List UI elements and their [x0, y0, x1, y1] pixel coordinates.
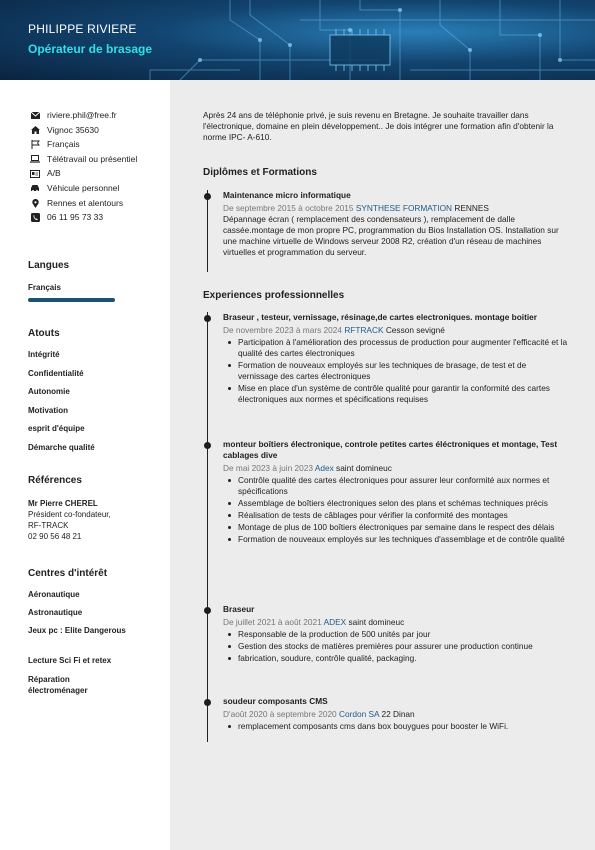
atout-item: esprit d'équipe	[28, 424, 85, 433]
reference-role: Président co-fondateur,	[28, 510, 111, 519]
contact-email[interactable]	[30, 110, 170, 121]
timeline-dot	[204, 607, 211, 614]
contact-license	[30, 168, 170, 179]
interest-item: Jeux pc : Elite Dangerous	[28, 626, 126, 635]
entry-organization: SYNTHESE FORMATION	[355, 203, 453, 213]
contact-phone[interactable]	[30, 212, 170, 223]
experience-entry	[223, 604, 568, 665]
entry-dates: De novembre 2023 à mars 2024	[223, 325, 342, 335]
contact-location	[30, 198, 170, 209]
contact-text: Vignoc 35630	[47, 124, 99, 135]
contact-nationality	[30, 139, 170, 150]
envelope-icon	[30, 110, 40, 121]
entry-bullet-list	[223, 721, 568, 732]
reference-phone: 02 90 56 48 21	[28, 532, 82, 541]
education-entry	[223, 190, 568, 258]
entry-location: Cesson sevigné	[385, 325, 445, 335]
atout-item: Autonomie	[28, 387, 70, 396]
entry-dates: De juillet 2021 à août 2021	[223, 617, 322, 627]
contact-work-mode	[30, 154, 170, 165]
bullet-item: Formation de nouveaux employés sur les techniques de brasage, de test et de vernissage des cartes électroniques	[223, 360, 568, 382]
entry-organization: RFTRACK	[344, 325, 384, 335]
experience-entry	[223, 312, 568, 406]
location-pin-icon	[30, 198, 40, 209]
contact-text: Télétravail ou présentiel	[47, 153, 138, 164]
interest-item: Aéronautique	[28, 590, 80, 599]
languages-title: Langues	[28, 260, 70, 271]
experience-title: Experiences professionnelles	[203, 290, 345, 301]
entry-location: RENNES	[454, 203, 489, 213]
entry-title: Braseur , testeur, vernissage, résinage,de cartes electroniques. montage boitier	[223, 312, 538, 322]
entry-meta	[223, 617, 568, 628]
interest-item: Lecture Sci Fi et retex	[28, 656, 112, 665]
entry-dates: De mai 2023 à juin 2023	[223, 463, 313, 473]
atout-item: Démarche qualité	[28, 443, 95, 452]
id-card-icon	[30, 168, 40, 179]
intro-paragraph: Après 24 ans de téléphonie privé, je suis revenu en Bretagne. Je souhaite travailler dans l'électronique, domaine en plein développement.. Je dois intégrer une formation afin d'obtenir la norme IPC- A-610.	[203, 110, 554, 142]
bullet-item: Montage de plus de 100 boîtiers électroniques par semaine dans le respect des délais	[223, 522, 568, 533]
candidate-name: PHILIPPE RIVIERE	[28, 22, 137, 36]
experience-timeline-line	[207, 312, 208, 742]
laptop-icon	[30, 154, 40, 165]
reference-block	[28, 498, 158, 542]
timeline-dot	[204, 193, 211, 200]
language-item: Français	[28, 283, 61, 292]
entry-title: monteur boîtiers électronique, controle petites cartes éléctroniques et montage, Test cablages dive	[223, 439, 558, 460]
bullet-item: fabrication, soudure, contrôle qualité, packaging.	[223, 653, 568, 664]
references-title: Références	[28, 475, 82, 486]
entry-bullet-list	[223, 475, 568, 545]
atout-item: Confidentialité	[28, 369, 84, 378]
entry-bullet-list	[223, 337, 568, 405]
entry-meta	[223, 203, 568, 214]
interest-item: Astronautique	[28, 608, 83, 617]
entry-location: 22 Dinan	[381, 709, 415, 719]
circuit-board-background	[0, 0, 595, 80]
contact-text: Français	[47, 139, 80, 150]
bullet-item: Mise en place d'un système de contrôle qualité pour garantir la conformité des cartes électroniques aux normes et spécifications requises	[223, 383, 568, 405]
entry-bullet-list	[223, 629, 568, 664]
atout-item: Intégrité	[28, 350, 60, 359]
sidebar	[0, 80, 170, 850]
interests-title: Centres d'intérêt	[28, 568, 108, 579]
entry-organization: Cordon SA	[339, 709, 380, 719]
contact-text: A/B	[47, 168, 61, 179]
entry-meta	[223, 463, 568, 474]
atout-item: Motivation	[28, 406, 68, 415]
contact-text: Rennes et alentours	[47, 197, 124, 208]
flag-icon	[30, 139, 40, 150]
entry-location: saint domineuc	[336, 463, 392, 473]
entry-meta	[223, 709, 568, 720]
timeline-dot	[204, 315, 211, 322]
bullet-item: Réalisation de tests de câblages pour vérifier la conformité des montages	[223, 510, 568, 521]
contact-address	[30, 125, 170, 136]
header-banner	[0, 0, 595, 80]
contact-vehicle	[30, 183, 170, 194]
entry-dates: D'août 2020 à septembre 2020	[223, 709, 337, 719]
entry-organization: ADEX	[323, 617, 347, 627]
timeline-dot	[204, 442, 211, 449]
bullet-item: Gestion des stocks de matières premières pour assurer une production continue	[223, 641, 568, 652]
main-content	[170, 80, 595, 850]
contact-text: riviere.phil@free.fr	[47, 110, 117, 120]
atouts-title: Atouts	[28, 328, 60, 339]
experience-entry	[223, 696, 568, 733]
education-timeline-line	[207, 190, 208, 272]
bullet-item: remplacement composants cms dans box bouygues pour booster le WiFi.	[223, 721, 568, 732]
entry-meta	[223, 325, 568, 336]
job-title: Opérateur de brasage	[28, 42, 153, 56]
phone-icon	[30, 212, 40, 223]
experience-entry	[223, 439, 568, 546]
entry-dates: De septembre 2015 à octobre 2015	[223, 203, 354, 213]
timeline-dot	[204, 699, 211, 706]
home-icon	[30, 125, 40, 136]
bullet-item: Contrôle qualité des cartes électroniques pour assurer leur conformité aux normes et spécifications	[223, 475, 568, 497]
entry-location: saint domineuc	[348, 617, 405, 627]
language-level-bar	[28, 298, 115, 302]
contact-text: 06 11 95 73 33	[47, 212, 104, 223]
bullet-item: Participation à l'amélioration des processus de production pour augmenter l'efficacité et la qualité des cartes électroniques	[223, 337, 568, 359]
entry-title: soudeur composants CMS	[223, 696, 328, 706]
reference-company: RF-TRACK	[28, 521, 69, 530]
interest-item: Réparation électroménager	[28, 675, 88, 695]
contact-list	[30, 110, 170, 227]
entry-title: Maintenance micro informatique	[223, 190, 351, 200]
entry-description: Dépannage écran ( remplacement des condensateurs ), remplacement de dalle cassée.montage de mon propre PC, programmation du Bios Installation OS. Installation sur une machine virtuelle de Windows serveur 2008 R2, création d'un réseau de machines virtuelles et programmation du serveur.	[223, 214, 559, 257]
entry-organization: Adex	[314, 463, 334, 473]
entry-title: Braseur	[223, 604, 255, 614]
contact-text: Véhicule personnel	[47, 182, 120, 193]
bullet-item: Assemblage de boîtiers électroniques selon des plans et schémas techniques précis	[223, 498, 568, 509]
car-icon	[30, 183, 40, 194]
bullet-item: Responsable de la production de 500 unités par jour	[223, 629, 568, 640]
education-title: Diplômes et Formations	[203, 167, 317, 178]
bullet-item: Formation de nouveaux employés sur les techniques d'assemblage et de contrôle qualité	[223, 534, 568, 545]
reference-name: Mr Pierre CHEREL	[28, 499, 98, 508]
